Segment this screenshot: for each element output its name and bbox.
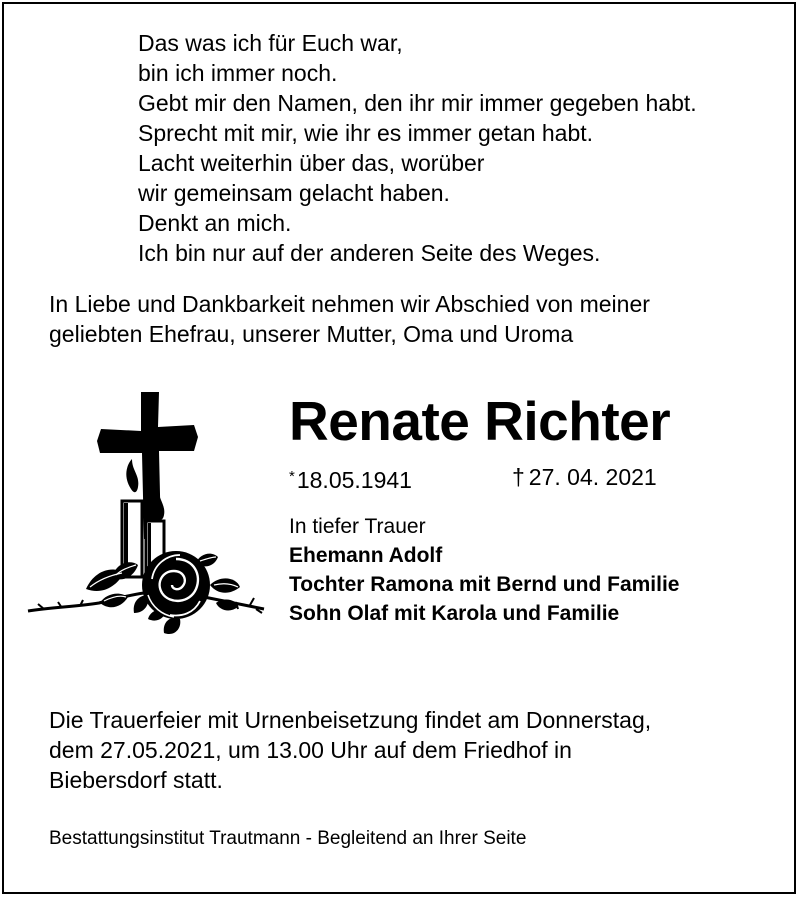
poem-line: Ich bin nur auf der anderen Seite des Weges. xyxy=(138,240,601,266)
funeral-service-info xyxy=(49,705,651,795)
intro-line: geliebten Ehefrau, unserer Mutter, Oma und Uroma xyxy=(49,321,574,347)
cross-candle-rose-icon xyxy=(24,389,272,649)
intro-line: In Liebe und Dankbarkeit nehmen wir Abschied von meiner xyxy=(49,291,650,317)
poem-line: wir gemeinsam gelacht haben. xyxy=(138,180,450,206)
funeral-home-credit: Bestattungsinstitut Trautmann - Begleitend an Ihrer Seite xyxy=(49,828,527,849)
mourner-name: Tochter Ramona mit Bernd und Familie xyxy=(289,573,680,596)
obituary-notice xyxy=(2,2,796,894)
mourners-heading: In tiefer Trauer xyxy=(289,515,426,538)
service-line: Biebersdorf statt. xyxy=(49,767,223,793)
poem-line: Denkt an mich. xyxy=(138,210,292,236)
poem-line: Das was ich für Euch war, xyxy=(138,30,403,56)
poem-line: Gebt mir den Namen, den ihr mir immer gegeben habt. xyxy=(138,90,697,116)
service-line: dem 27.05.2021, um 13.00 Uhr auf dem Friedhof in xyxy=(49,737,572,763)
birth-symbol: * xyxy=(289,468,295,485)
birth-date xyxy=(289,462,412,495)
death-symbol: † xyxy=(512,464,525,490)
poem-line: bin ich immer noch. xyxy=(138,60,338,86)
death-date xyxy=(512,462,657,492)
mourner-name: Ehemann Adolf xyxy=(289,544,443,567)
poem-line: Lacht weiterhin über das, worüber xyxy=(138,150,485,176)
service-line: Die Trauerfeier mit Urnenbeisetzung findet am Donnerstag, xyxy=(49,707,652,733)
intro-text xyxy=(49,289,650,349)
birth-date-value: 18.05.1941 xyxy=(296,467,412,493)
poem xyxy=(138,28,697,268)
mourner-name: Sohn Olaf mit Karola und Familie xyxy=(289,602,620,625)
mourners-list xyxy=(289,512,680,628)
death-date-value: 27. 04. 2021 xyxy=(528,464,657,490)
deceased-name: Renate Richter xyxy=(289,390,671,452)
poem-line: Sprecht mit mir, wie ihr es immer getan habt. xyxy=(138,120,594,146)
